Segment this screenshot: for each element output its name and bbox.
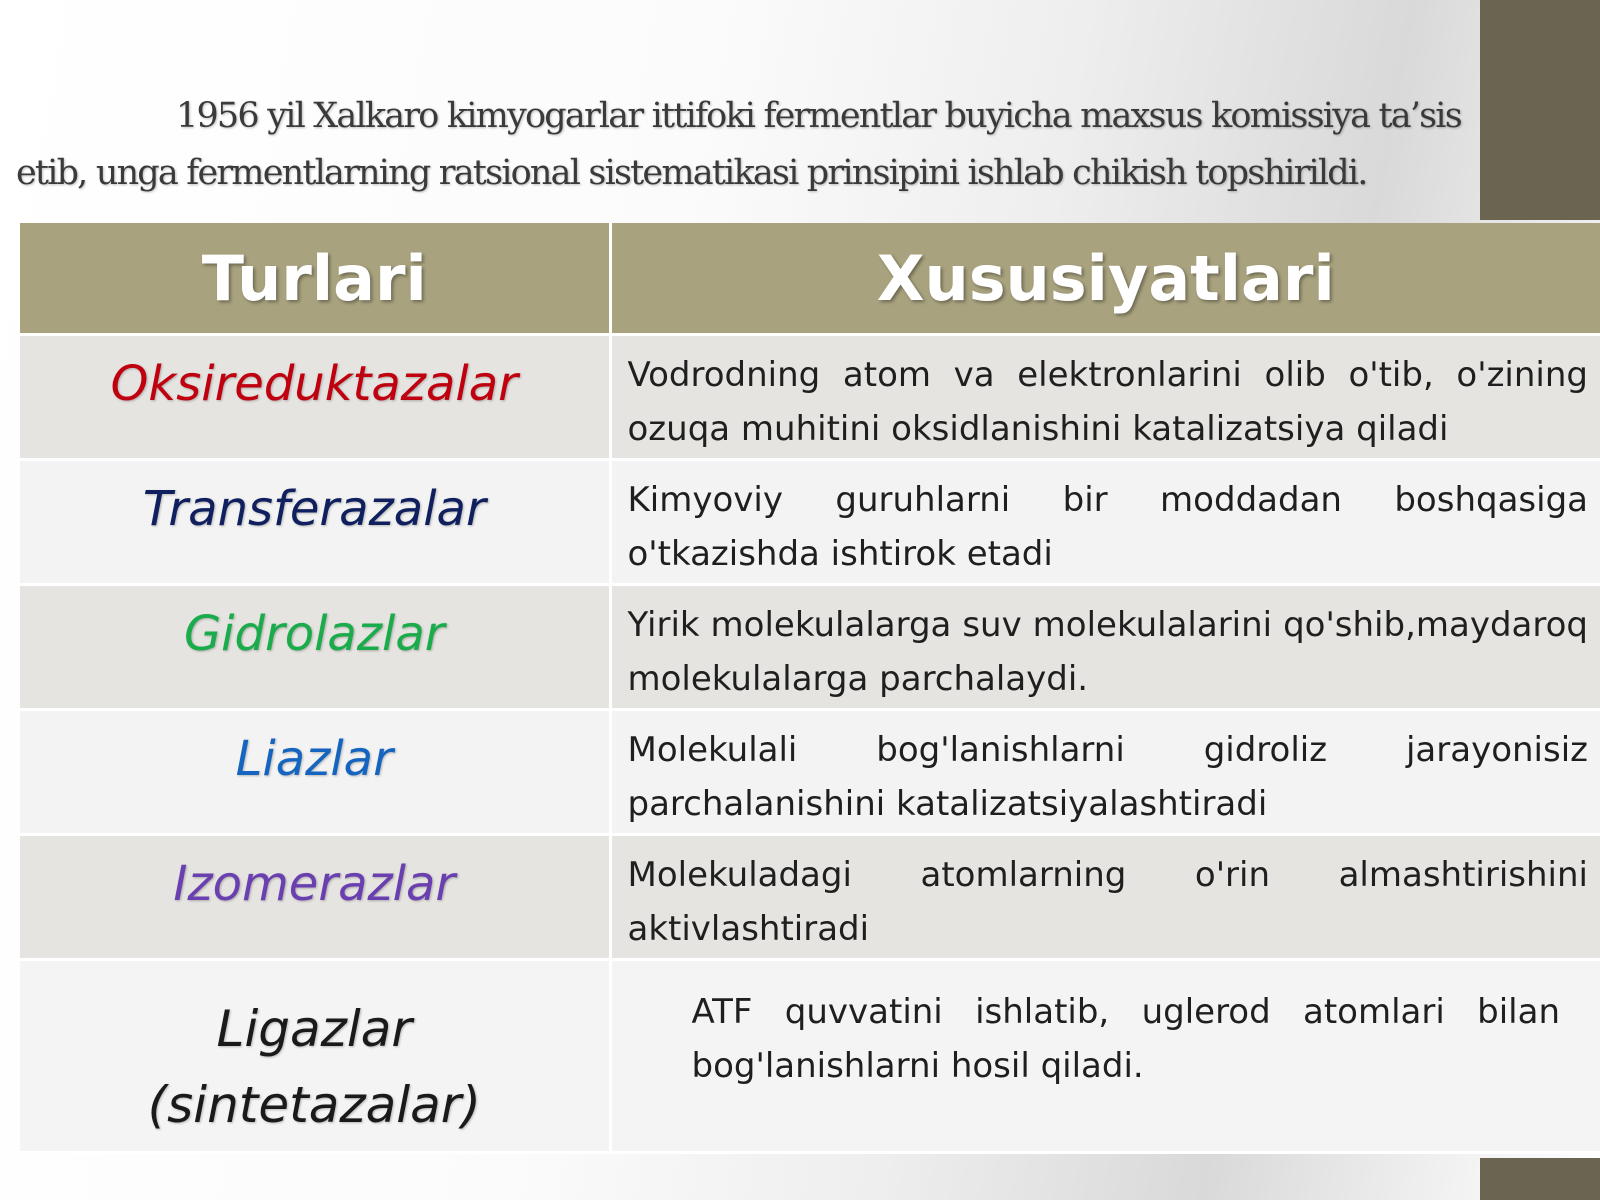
description-cell <box>610 585 1600 710</box>
table-row <box>20 335 1600 460</box>
type-cell <box>20 960 610 1153</box>
type-description: Molekulali bog'lanishlarni gidroliz jarayonisiz parchalanishini katalizatsiyalashtiradi <box>627 730 1588 824</box>
type-name: Izomerazlar <box>173 856 456 912</box>
type-name-line2: (sintetazalar) <box>147 1076 481 1134</box>
type-name: Transferazalar <box>142 481 486 537</box>
header-types: Turlari <box>20 223 610 335</box>
type-description: Vodrodning atom va elektronlarini olib o'tib, o'zining ozuqa muhitini oksidlanishini katalizatsiya qiladi <box>627 355 1588 449</box>
type-name <box>20 961 609 1143</box>
type-cell <box>20 460 610 585</box>
description-cell <box>610 835 1600 960</box>
table-header-row <box>20 223 1600 335</box>
table-row <box>20 710 1600 835</box>
type-name: Oksireduktazalar <box>110 356 518 412</box>
type-cell <box>20 835 610 960</box>
type-description: Kimyoviy guruhlarni bir moddadan boshqasiga o'tkazishda ishtirok etadi <box>627 480 1588 574</box>
type-name: Liazlar <box>235 731 393 787</box>
table-row <box>20 835 1600 960</box>
decorative-bar-bottom <box>1480 1158 1600 1200</box>
description-cell <box>610 960 1600 1153</box>
table-row <box>20 460 1600 585</box>
table-row <box>20 585 1600 710</box>
description-cell <box>610 335 1600 460</box>
header-properties: Xususiyatlari <box>610 223 1600 335</box>
type-name: Gidrolazlar <box>183 606 445 662</box>
description-cell <box>610 710 1600 835</box>
intro-paragraph <box>16 88 1466 202</box>
type-description: Molekuladagi atomlarning o'rin almashtirishini aktivlashtiradi <box>627 855 1588 949</box>
decorative-bar-top <box>1480 0 1600 220</box>
type-description: Yirik molekulalarga suv molekulalarini qo'shib,maydaroq molekulalarga parchalaydi. <box>627 605 1588 699</box>
type-cell <box>20 710 610 835</box>
description-cell <box>610 460 1600 585</box>
table-row <box>20 960 1600 1153</box>
type-cell <box>20 335 610 460</box>
enzyme-classes-table <box>20 223 1600 1154</box>
type-description: ATF quvvatini ishlatib, uglerod atomlari bilan bog'lanishlarni hosil qiladi. <box>691 992 1560 1086</box>
type-cell <box>20 585 610 710</box>
type-name-line1: Ligazlar <box>216 1000 412 1058</box>
intro-text: 1956 yil Xalkaro kimyogarlar ittifoki fermentlar buyicha maxsus komissiya ta’sis etib, unga fermentlarning ratsional sistematikasi prinsipini ishlab chikish topshirildi. <box>16 96 1461 193</box>
